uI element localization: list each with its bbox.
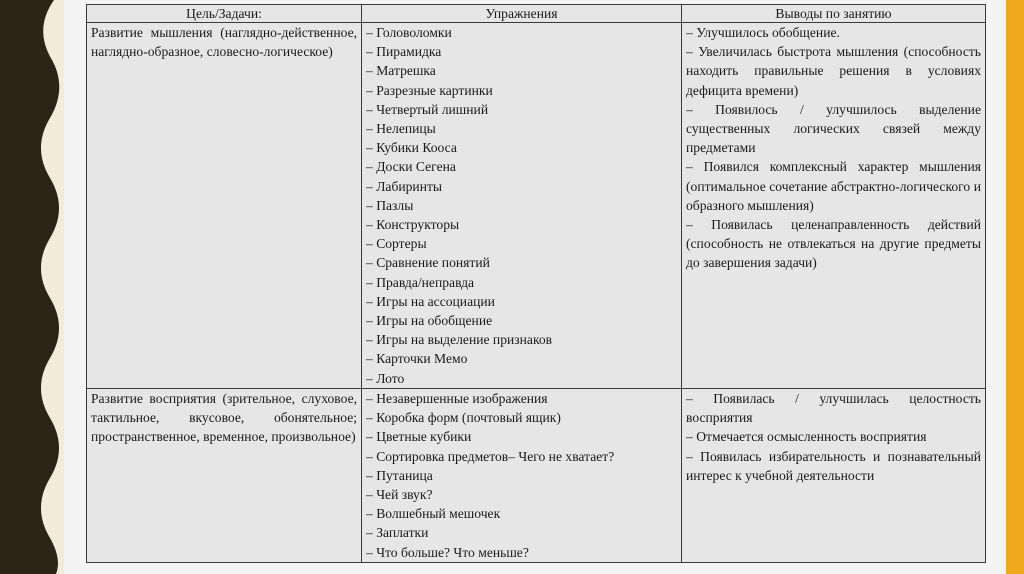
conclusion-item: – Появилась избирательность и познавательный интерес к учебной деятельности	[686, 448, 981, 483]
list-item: – Матрешка	[366, 63, 436, 79]
list-item: – Коробка форм (почтовый ящик)	[366, 410, 561, 426]
list-item: – Разрезные картинки	[366, 82, 493, 98]
exercises-cell-perception	[362, 389, 682, 563]
list-item: – Цветные кубики	[366, 429, 472, 445]
list-item: – Лото	[366, 370, 405, 386]
conclusions-cell-perception	[682, 389, 986, 563]
table-row-perception	[87, 389, 986, 563]
list-item: – Игры на ассоциации	[366, 293, 495, 309]
list-item: – Конструкторы	[366, 217, 460, 233]
list-item: – Четвертый лишний	[366, 101, 489, 117]
list-item: – Заплатки	[366, 525, 429, 541]
conclusion-item: – Отмечается осмысленность восприятия	[686, 429, 927, 445]
table-header-row	[87, 5, 986, 23]
list-item: – Правда/неправда	[366, 274, 475, 290]
list-item: – Игры на обобщение	[366, 313, 493, 329]
right-accent-stripe	[1006, 0, 1024, 574]
list-item: – Карточки Мемо	[366, 351, 468, 367]
list-item: – Путаница	[366, 467, 433, 483]
list-item: – Нелепицы	[366, 121, 436, 137]
exercises-cell-thinking	[362, 23, 682, 389]
goal-cell-thinking: Развитие мышления (наглядно-действенное, наглядно-образное, словесно-логическое)	[87, 23, 362, 389]
list-item: – Доски Сегена	[366, 159, 456, 175]
list-item: – Кубики Кооса	[366, 140, 457, 156]
list-item: – Сортировка предметов– Чего не хватает?	[366, 448, 615, 464]
conclusion-item: – Появилось / улучшилось выделение существенных логических связей между предметами	[686, 101, 981, 156]
conclusion-item: – Появилась / улучшилась целостность восприятия	[686, 391, 981, 426]
conclusion-item: – Появилась целенаправленность действий (способность не отвлекаться на другие предметы до завершения задачи)	[686, 217, 981, 271]
exercise-table-container	[86, 4, 985, 570]
header-conclusions: Выводы по занятию	[682, 5, 986, 23]
list-item: – Головоломки	[366, 25, 452, 40]
conclusion-item: – Появился комплексный характер мышления (оптимальное сочетание абстрактно-логического и образного мышления)	[686, 159, 981, 213]
header-goal: Цель/Задачи:	[87, 5, 362, 23]
goal-cell-perception: Развитие восприятия (зрительное, слуховое, тактильное, вкусовое, обонятельное; пространственное, временное, произвольное)	[87, 389, 362, 563]
list-item: – Чей звук?	[366, 487, 433, 503]
header-exercises: Упражнения	[362, 5, 682, 23]
conclusion-item: – Улучшилось обобщение.	[686, 25, 840, 40]
conclusion-item: – Увеличилась быстрота мышления (способность находить правильные решения в условиях дефицита времени)	[686, 44, 981, 98]
list-item: – Игры на выделение признаков	[366, 332, 553, 348]
list-item: – Лабиринты	[366, 178, 443, 194]
list-item: – Волшебный мешочек	[366, 506, 501, 522]
list-item: – Незавершенные изображения	[366, 391, 548, 406]
exercise-table	[86, 4, 986, 563]
list-item: – Сортеры	[366, 236, 427, 252]
conclusions-cell-thinking	[682, 23, 986, 389]
table-row-thinking	[87, 23, 986, 389]
left-decorative-band	[0, 0, 64, 574]
list-item: – Пазлы	[366, 197, 414, 213]
list-item: – Пирамидка	[366, 44, 442, 60]
list-item: – Что больше? Что меньше?	[366, 544, 529, 560]
list-item: – Сравнение понятий	[366, 255, 490, 271]
